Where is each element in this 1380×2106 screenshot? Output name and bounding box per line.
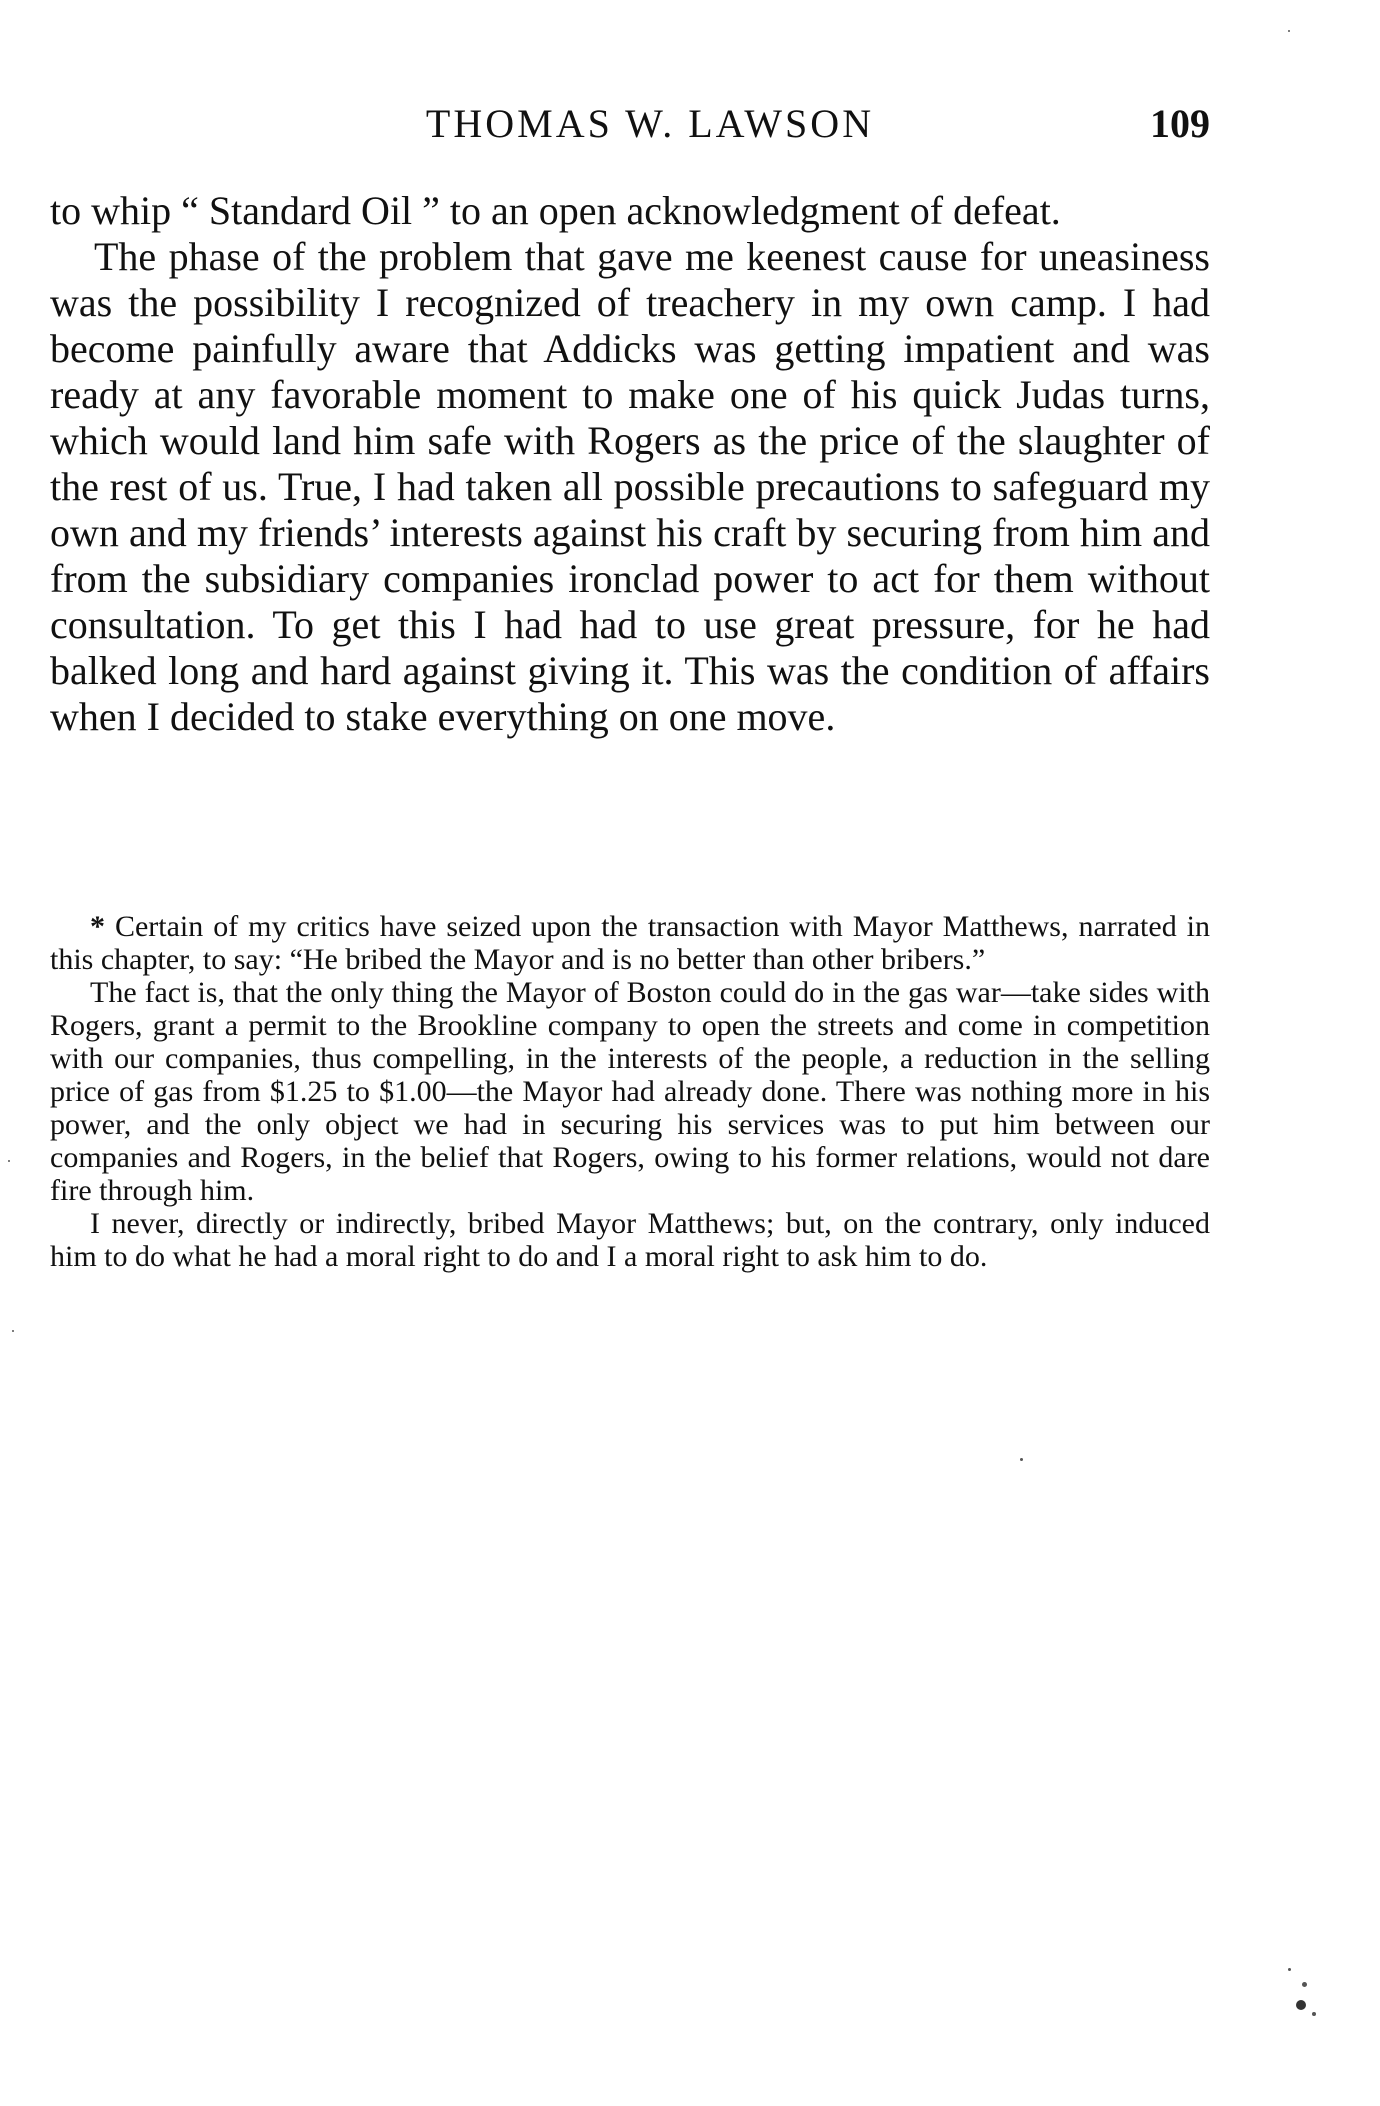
scan-speck bbox=[1288, 30, 1290, 32]
footnote-paragraph: The fact is, that the only thing the Mayor of Boston could do in the gas war—take sides with Rogers, grant a permit to the Brookline company to open the streets and come in competition with our companies, thus compelling, in the interests of the people, a reduction in the selling price of gas from $1.25 to $1.00—the Mayor had already done. There was nothing more in his power, and the only object we had in securing his services was to put him between our companies and Rogers, in the belief that Rogers, owing to his former relations, would not dare fire through him. bbox=[50, 976, 1210, 1207]
running-head bbox=[50, 96, 1210, 152]
footnote-marker: * bbox=[90, 910, 105, 943]
running-title: THOMAS W. LAWSON bbox=[425, 101, 875, 146]
scan-speck bbox=[1020, 1458, 1023, 1461]
body-paragraph: The phase of the problem that gave me keenest cause for uneasiness was the possibility I recognized of treachery in my own camp. I had become painfully aware that Addicks was getting impatient and was ready at any favorable moment to make one of his quick Judas turns, which would land him safe with Rogers as the price of the slaughter of the rest of us. True, I had taken all possible precautions to safeguard my own and my friends’ interests against his craft by securing from him and from the subsidiary companies ironclad power to act for them without consultation. To get this I had had to use great pressure, for he had balked long and hard against giving it. This was the condition of affairs when I decided to stake everything on one move. bbox=[50, 234, 1210, 739]
main-text bbox=[50, 188, 1210, 740]
scan-speck bbox=[1312, 2012, 1316, 2016]
scan-speck bbox=[1288, 1968, 1291, 1971]
scan-speck bbox=[1302, 1982, 1307, 1987]
footnote-paragraph bbox=[50, 910, 1210, 976]
scan-speck bbox=[1296, 2000, 1306, 2010]
footnote-text: Certain of my critics have seized upon the transaction with Mayor Matthews, narrated in this chapter, to say: “He bribed the Mayor and is no better than other bribers.” bbox=[50, 910, 1210, 976]
scan-speck bbox=[12, 1330, 14, 1332]
footnote-paragraph: I never, directly or indirectly, bribed Mayor Matthews; but, on the contrary, only induced him to do what he had a moral right to do and I a moral right to ask him to do. bbox=[50, 1207, 1210, 1273]
page-number: 109 bbox=[1150, 101, 1210, 146]
body-paragraph: to whip “ Standard Oil ” to an open acknowledgment of defeat. bbox=[50, 188, 1061, 233]
footnote bbox=[50, 910, 1210, 1273]
scan-speck bbox=[8, 1160, 10, 1162]
